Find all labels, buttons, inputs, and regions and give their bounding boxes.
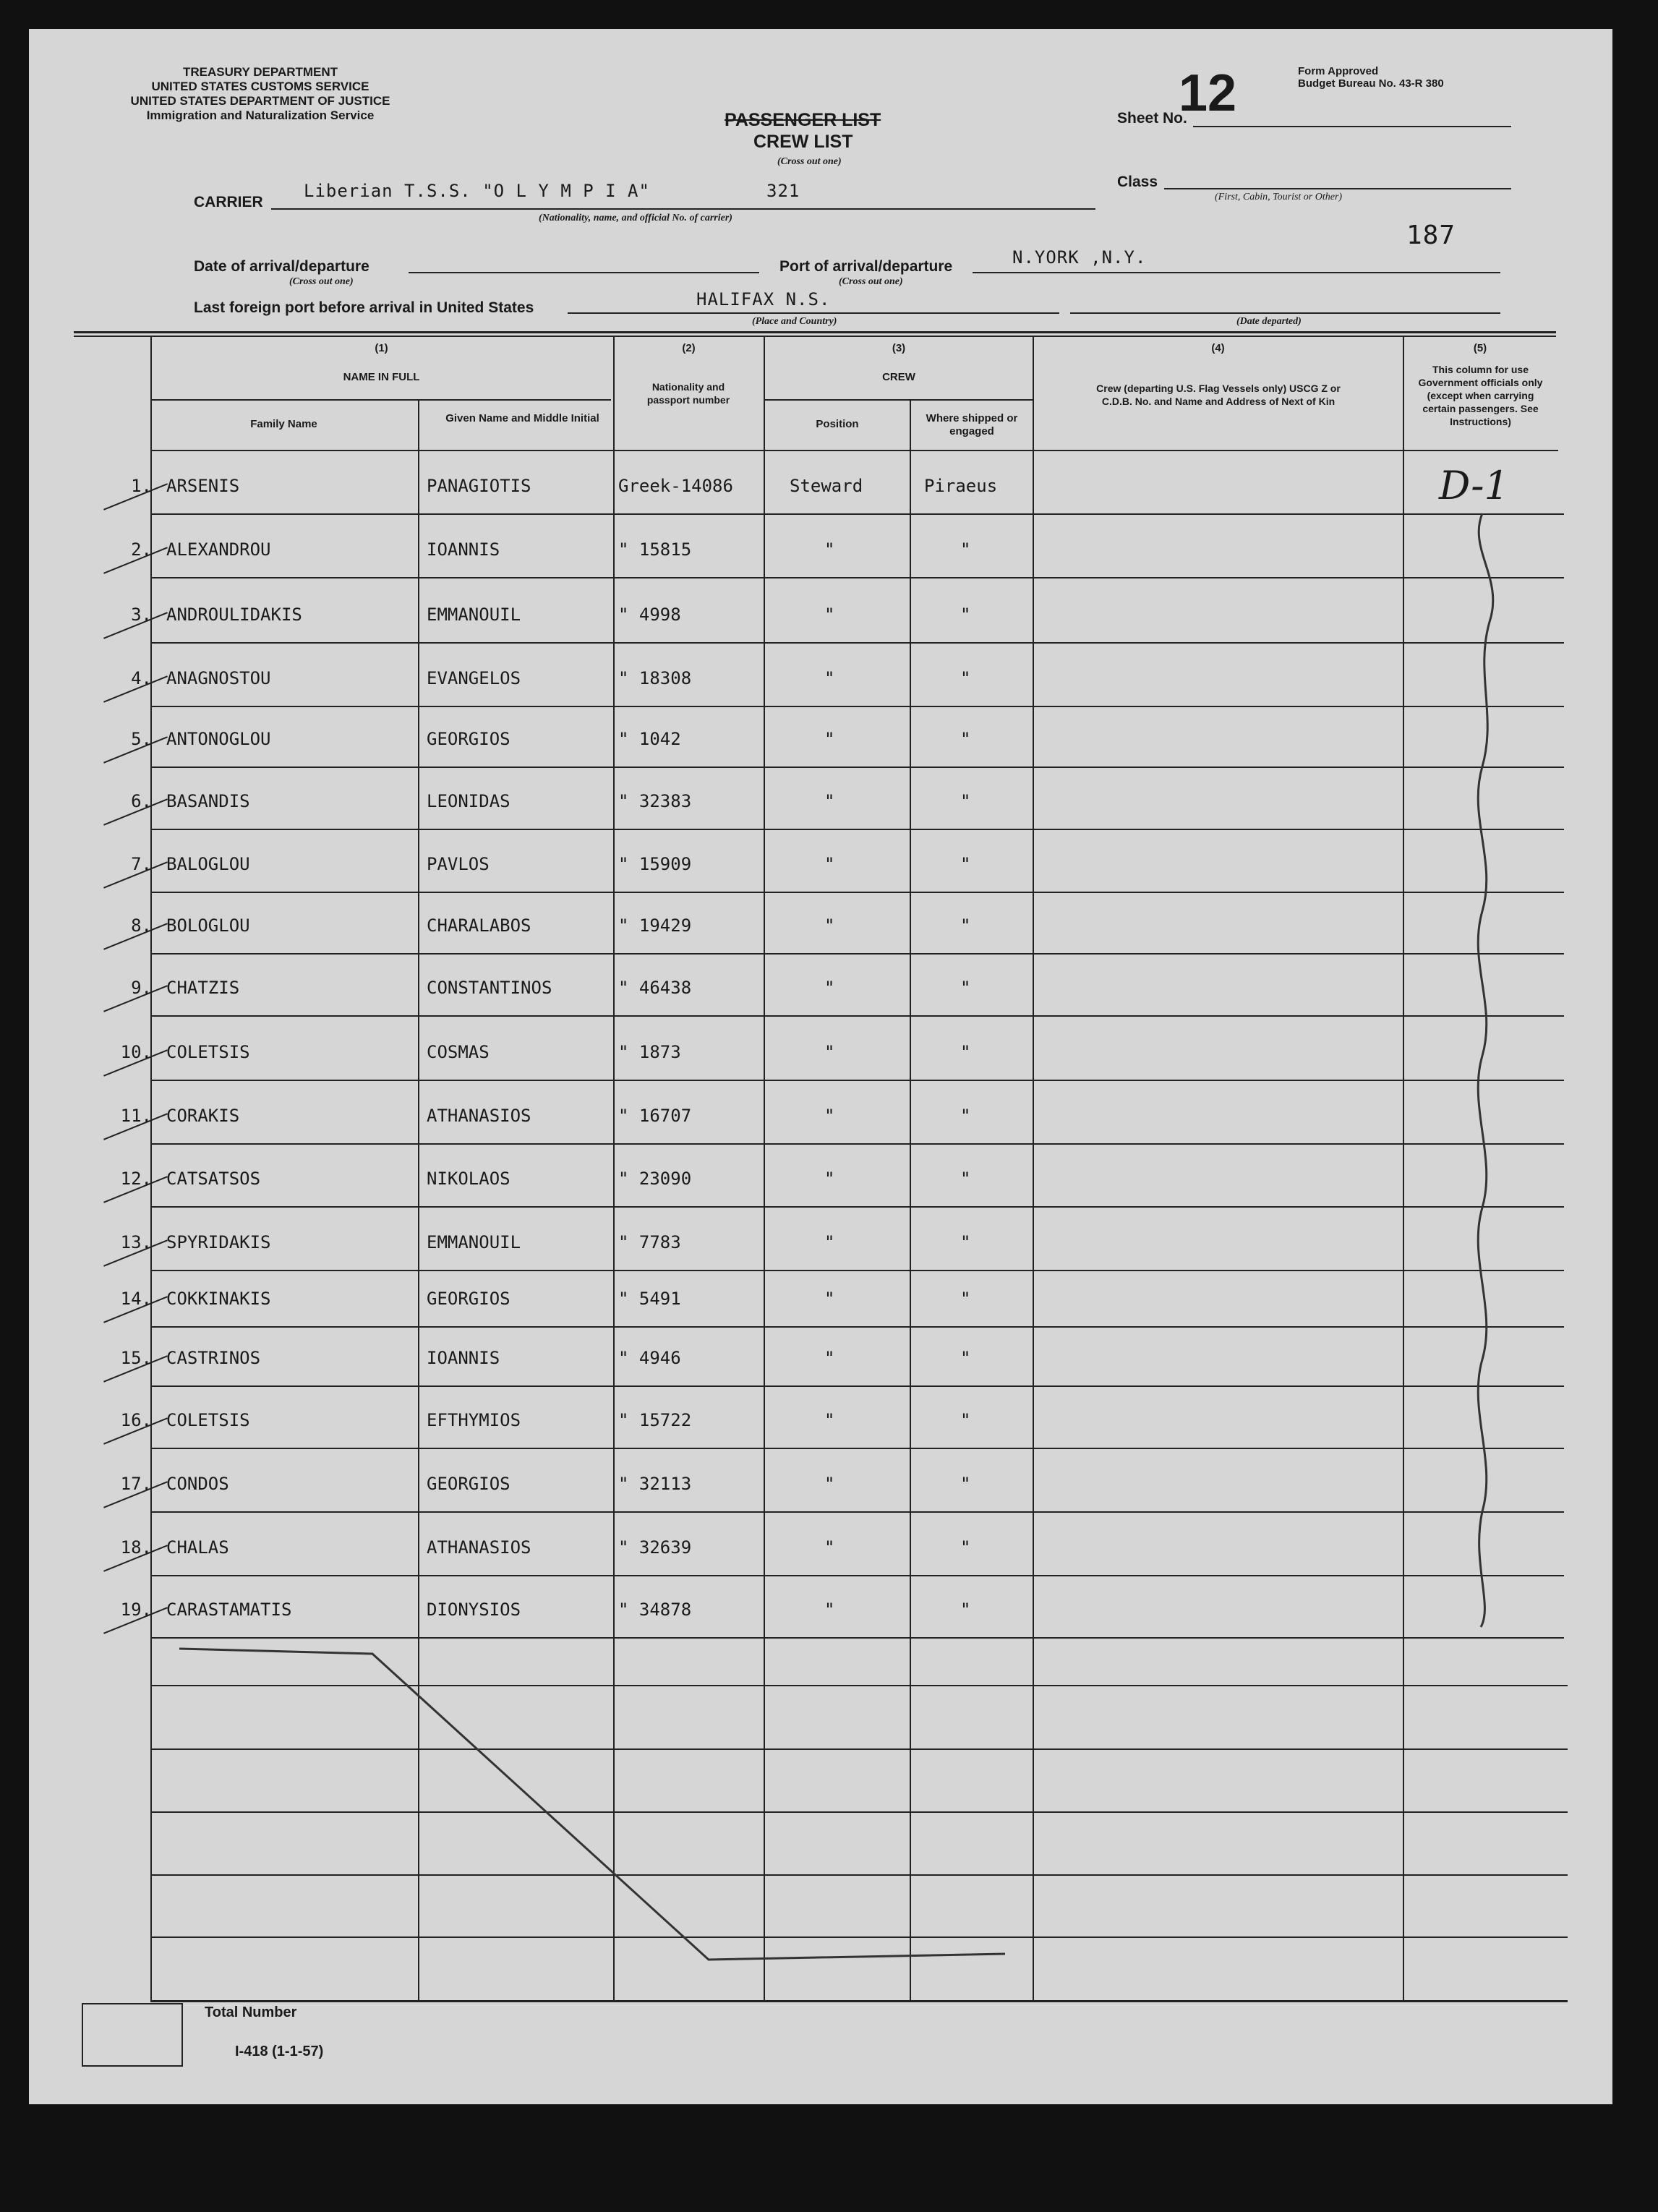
where-shipped: " — [960, 1600, 971, 1620]
family-name: BASANDIS — [166, 791, 250, 811]
row-number: 6. — [131, 791, 152, 811]
title: CREW LIST — [753, 132, 853, 152]
where-shipped: " — [960, 1106, 971, 1126]
total-number-box — [82, 2003, 183, 2067]
nationality-passport: " 16707 — [618, 1106, 692, 1126]
position: " — [824, 1474, 835, 1494]
port-label: Port of arrival/departure — [779, 258, 953, 275]
nationality-passport: " 1042 — [618, 729, 681, 749]
date-departed-note: (Date departed) — [1236, 316, 1302, 327]
col5-title: This column for use Government officials only (except when carrying certain passengers. See Instructions) — [1418, 364, 1543, 427]
col1-num: (1) — [375, 342, 388, 354]
family-name: ANTONOGLOU — [166, 729, 271, 749]
given-name: EMMANOUIL — [427, 1232, 521, 1252]
position: " — [824, 1600, 835, 1620]
nationality-passport: " 32113 — [618, 1474, 692, 1494]
row-number: 4. — [131, 668, 152, 688]
given-name: EMMANOUIL — [427, 605, 521, 625]
family-name: BALOGLOU — [166, 854, 250, 874]
position: " — [824, 1042, 835, 1062]
where-shipped: " — [960, 605, 971, 625]
agency-line-2: UNITED STATES CUSTOMS SERVICE — [151, 80, 369, 93]
row-number: 16. — [120, 1410, 152, 1430]
family-name: ALEXANDROU — [166, 539, 271, 560]
position: " — [824, 1410, 835, 1430]
class-label: Class — [1117, 174, 1158, 190]
position: " — [824, 978, 835, 998]
given-name: IOANNIS — [427, 539, 500, 560]
class-note: (First, Cabin, Tourist or Other) — [1215, 192, 1343, 202]
carrier-note: (Nationality, name, and official No. of carrier) — [539, 213, 732, 223]
bracket-mark — [1478, 513, 1493, 1627]
row-number: 10. — [120, 1042, 152, 1062]
date-note: (Cross out one) — [289, 276, 354, 287]
col4-title: Crew (departing U.S. Flag Vessels only) USCG Z or C.D.B. No. and Name and Address of Next of Kin — [1096, 383, 1341, 407]
row-number: 17. — [120, 1474, 152, 1494]
nationality-passport: " 5491 — [618, 1289, 681, 1309]
nationality-passport: " 46438 — [618, 978, 692, 998]
col3-title: CREW — [882, 371, 915, 383]
where-shipped: " — [960, 978, 971, 998]
given-name: PANAGIOTIS — [427, 476, 531, 496]
nationality-passport: " 18308 — [618, 668, 692, 688]
position: " — [824, 1232, 835, 1252]
col5-num: (5) — [1473, 342, 1487, 354]
col2-title: Nationality and passport number — [646, 381, 730, 406]
family-name: CONDOS — [166, 1474, 229, 1494]
date-label: Date of arrival/departure — [194, 258, 369, 275]
position: " — [824, 791, 835, 811]
family-name: COLETSIS — [166, 1042, 250, 1062]
nationality-passport: " 32639 — [618, 1537, 692, 1558]
annotation-d1: D-1 — [1439, 463, 1509, 508]
row-number: 15. — [120, 1348, 152, 1368]
col2-num: (2) — [682, 342, 696, 354]
row-number: 2. — [131, 539, 152, 560]
row-number: 5. — [131, 729, 152, 749]
row-number: 9. — [131, 978, 152, 998]
page-number: 187 — [1406, 221, 1456, 250]
where-shipped: " — [960, 1537, 971, 1558]
title-note: (Cross out one) — [777, 156, 842, 167]
nationality-passport: Greek-14086 — [618, 476, 733, 496]
row-number: 14. — [120, 1289, 152, 1309]
port-note: (Cross out one) — [839, 276, 903, 287]
position: " — [824, 1537, 835, 1558]
given-name: IOANNIS — [427, 1348, 500, 1368]
family-name: COLETSIS — [166, 1410, 250, 1430]
where-shipped: " — [960, 1232, 971, 1252]
position: " — [824, 1106, 835, 1126]
given-name: DIONYSIOS — [427, 1600, 521, 1620]
col4-num: (4) — [1211, 342, 1225, 354]
budget-bureau: Budget Bureau No. 43-R 380 — [1298, 77, 1444, 90]
family-name: CATSATSOS — [166, 1169, 261, 1189]
nationality-passport: " 7783 — [618, 1232, 681, 1252]
position: " — [824, 915, 835, 936]
family-name: COKKINAKIS — [166, 1289, 271, 1309]
family-name: ARSENIS — [166, 476, 240, 496]
where-shipped: " — [960, 668, 971, 688]
nationality-passport: " 4998 — [618, 605, 681, 625]
col3b-title: Where shipped or engaged — [926, 412, 1018, 437]
where-shipped: " — [960, 1348, 971, 1368]
position: " — [824, 729, 835, 749]
family-name: ANDROULIDAKIS — [166, 605, 302, 625]
given-name: NIKOLAOS — [427, 1169, 510, 1189]
row-number: 19. — [120, 1600, 152, 1620]
row-number: 7. — [131, 854, 152, 874]
row-number: 13. — [120, 1232, 152, 1252]
nationality-passport: " 23090 — [618, 1169, 692, 1189]
carrier-value: Liberian T.S.S. "O L Y M P I A" — [304, 181, 650, 201]
family-name: CASTRINOS — [166, 1348, 261, 1368]
given-name: CONSTANTINOS — [427, 978, 552, 998]
row-number: 11. — [120, 1106, 152, 1126]
nationality-passport: " 15722 — [618, 1410, 692, 1430]
where-shipped: " — [960, 729, 971, 749]
agency-line-3: UNITED STATES DEPARTMENT OF JUSTICE — [130, 94, 390, 108]
given-name: ATHANASIOS — [427, 1537, 531, 1558]
given-name: GEORGIOS — [427, 729, 510, 749]
position: " — [824, 668, 835, 688]
family-name: BOLOGLOU — [166, 915, 250, 936]
total-number-label: Total Number — [205, 2004, 297, 2020]
carrier-label: CARRIER — [194, 194, 263, 210]
sheet-label: Sheet No. — [1117, 110, 1187, 127]
where-shipped: " — [960, 1474, 971, 1494]
family-name: ANAGNOSTOU — [166, 668, 271, 688]
last-port-label: Last foreign port before arrival in United States — [194, 299, 534, 316]
where-shipped: " — [960, 791, 971, 811]
given-name: GEORGIOS — [427, 1289, 510, 1309]
nationality-passport: " 19429 — [618, 915, 692, 936]
given-name: PAVLOS — [427, 854, 490, 874]
col3a-title: Position — [816, 418, 859, 430]
carrier-official-no: 321 — [766, 181, 800, 201]
last-port-value: HALIFAX N.S. — [696, 289, 831, 309]
void-line-mark — [179, 1649, 1005, 1960]
given-name: LEONIDAS — [427, 791, 510, 811]
family-name: CORAKIS — [166, 1106, 240, 1126]
col1-title: NAME IN FULL — [343, 371, 420, 383]
given-name: COSMAS — [427, 1042, 490, 1062]
given-name: GEORGIOS — [427, 1474, 510, 1494]
given-name: ATHANASIOS — [427, 1106, 531, 1126]
where-shipped: " — [960, 915, 971, 936]
last-port-note: (Place and Country) — [752, 316, 837, 327]
nationality-passport: " 4946 — [618, 1348, 681, 1368]
nationality-passport: " 15909 — [618, 854, 692, 874]
col3-num: (3) — [892, 342, 906, 354]
nationality-passport: " 1873 — [618, 1042, 681, 1062]
agency-line-1: TREASURY DEPARTMENT — [182, 65, 338, 79]
position: " — [824, 1169, 835, 1189]
form-code: I-418 (1-1-57) — [235, 2044, 324, 2059]
row-number: 12. — [120, 1169, 152, 1189]
family-name: CHALAS — [166, 1537, 229, 1558]
col1b-title: Given Name and Middle Initial — [445, 412, 599, 424]
position: " — [824, 605, 835, 625]
agency-line-4: Immigration and Naturalization Service — [146, 108, 375, 122]
family-name: CARASTAMATIS — [166, 1600, 292, 1620]
nationality-passport: " 32383 — [618, 791, 692, 811]
given-name: EFTHYMIOS — [427, 1410, 521, 1430]
row-number: 3. — [131, 605, 152, 625]
position: Steward — [790, 476, 863, 496]
nationality-passport: " 34878 — [618, 1600, 692, 1620]
where-shipped: " — [960, 539, 971, 560]
col1a-title: Family Name — [250, 418, 317, 430]
family-name: CHATZIS — [166, 978, 240, 998]
position: " — [824, 1289, 835, 1309]
row-number: 8. — [131, 915, 152, 936]
given-name: EVANGELOS — [427, 668, 521, 688]
form-approved: Form Approved — [1298, 65, 1379, 77]
position: " — [824, 539, 835, 560]
where-shipped: " — [960, 1410, 971, 1430]
family-name: SPYRIDAKIS — [166, 1232, 271, 1252]
port-value: N.YORK ,N.Y. — [1012, 247, 1147, 268]
position: " — [824, 1348, 835, 1368]
where-shipped: " — [960, 854, 971, 874]
where-shipped: Piraeus — [924, 476, 998, 496]
title-crossed: PASSENGER LIST — [725, 110, 881, 130]
row-number: 18. — [120, 1537, 152, 1558]
where-shipped: " — [960, 1042, 971, 1062]
where-shipped: " — [960, 1289, 971, 1309]
position: " — [824, 854, 835, 874]
given-name: CHARALABOS — [427, 915, 531, 936]
where-shipped: " — [960, 1169, 971, 1189]
sheet-number: 12 — [1179, 64, 1237, 122]
nationality-passport: " 15815 — [618, 539, 692, 560]
row-number: 1. — [131, 476, 152, 496]
